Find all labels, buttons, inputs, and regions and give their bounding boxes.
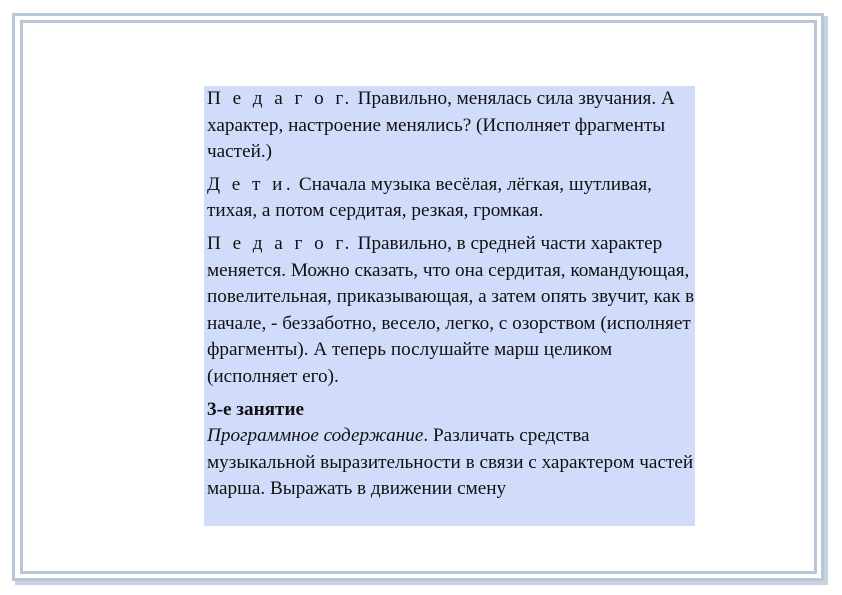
speaker-label: Д е т и. bbox=[207, 173, 295, 195]
frame-shadow-bottom bbox=[15, 581, 828, 585]
dialogue-paragraph-children bbox=[204, 172, 695, 231]
dialogue-paragraph-teacher-1 bbox=[204, 86, 695, 172]
text-box bbox=[204, 86, 695, 526]
dialogue-text: Правильно, менялась сила звучания. А характер, настроение менялись? (Исполняет фрагменты частей.) bbox=[207, 88, 675, 163]
speaker-label: П е д а г о г. bbox=[207, 232, 353, 254]
frame-shadow-right bbox=[824, 16, 828, 584]
program-content-paragraph bbox=[204, 423, 695, 509]
program-content-label: Программное содержание bbox=[207, 425, 424, 447]
speaker-label: П е д а г о г. bbox=[207, 88, 353, 109]
dialogue-text: Правильно, в средней части характер меняется. Можно сказать, что она сердитая, командующая, повелительная, приказывающая, а затем опять звучит, как в начале, - беззаботно, весело, легко, с озорством (исполняет фрагменты). А теперь послушайте марш целиком (исполняет его). bbox=[207, 232, 695, 387]
dialogue-text: Сначала музыка весёлая, лёгкая, шутливая, тихая, а потом сердитая, резкая, громкая. bbox=[207, 173, 652, 222]
lesson-heading: 3-е занятие bbox=[207, 398, 305, 420]
program-content-text: . Различать средства музыкальной выразительности в связи с характером частей марша. Выражать в движении смену bbox=[207, 425, 694, 500]
dialogue-paragraph-teacher-2 bbox=[204, 231, 695, 397]
